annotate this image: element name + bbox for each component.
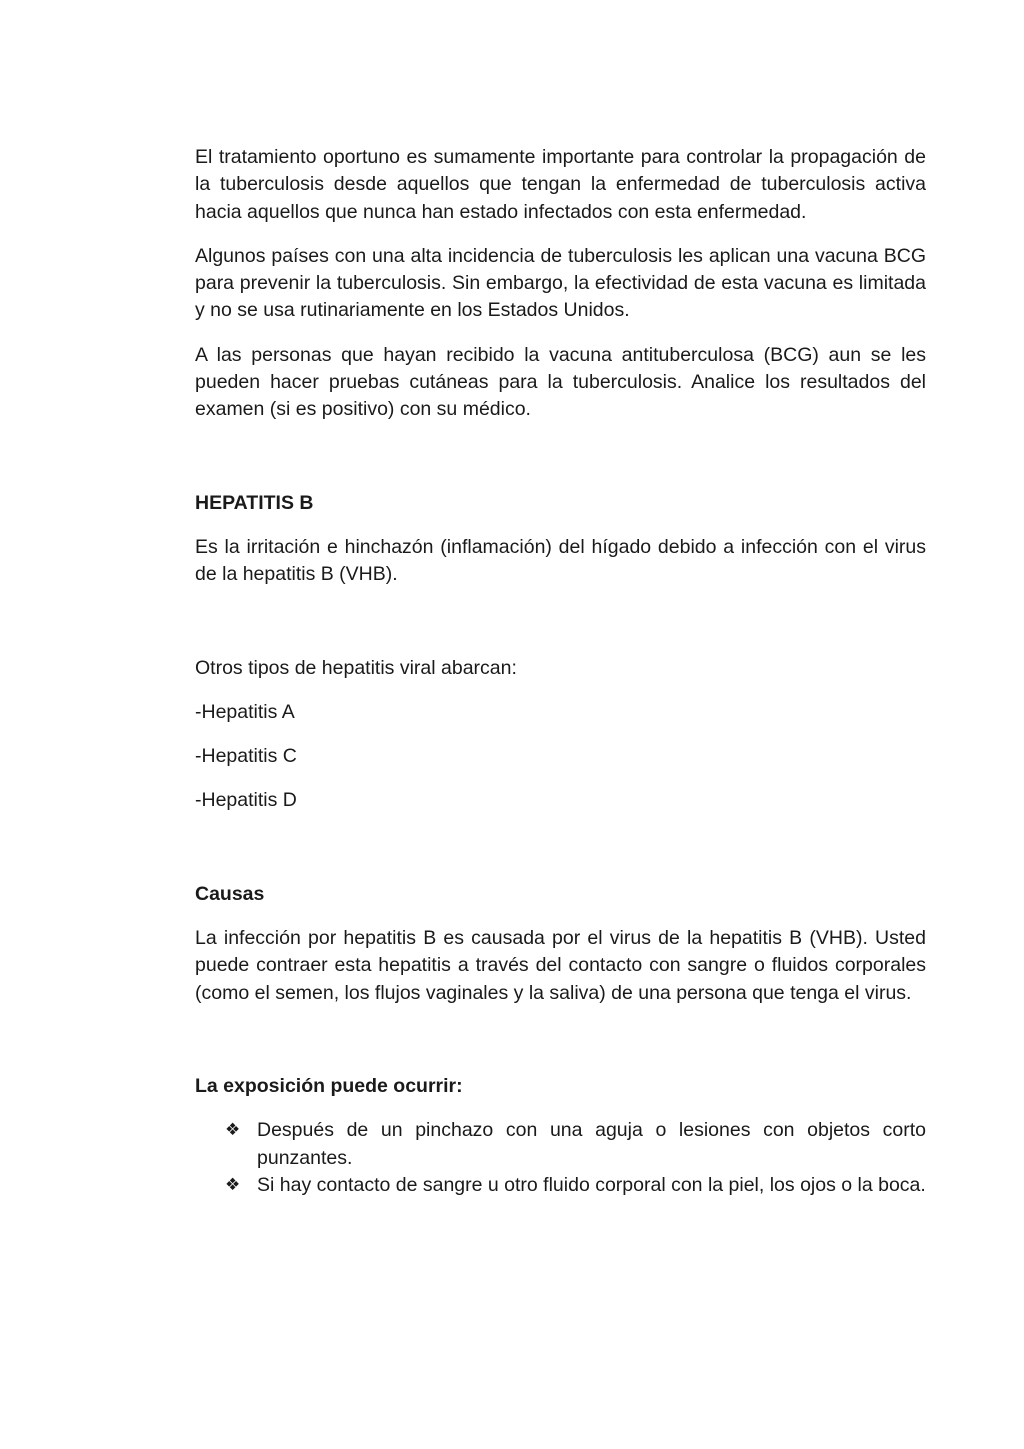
heading-exposicion: La exposición puede ocurrir:: [195, 1074, 463, 1097]
list-item-text: Después de un pinchazo con una aguja o lesiones con objetos corto punzantes.: [257, 1119, 926, 1169]
paragraph-otros-tipos: Otros tipos de hepatitis viral abarcan:: [195, 656, 517, 679]
document-page: [195, 144, 926, 1199]
heading-causas: Causas: [195, 882, 265, 905]
heading-hepatitis-b: HEPATITIS B: [195, 491, 314, 514]
list-item-hepatitis-c: -Hepatitis C: [195, 745, 297, 768]
list-item-text: Si hay contacto de sangre u otro fluido corporal con la piel, los ojos o la boca.: [257, 1173, 926, 1196]
diamond-star-icon: ❖: [225, 1174, 241, 1195]
exposure-list: [195, 1117, 926, 1199]
list-item-hepatitis-d: -Hepatitis D: [195, 789, 297, 812]
diamond-star-icon: ❖: [225, 1120, 241, 1141]
paragraph-hepatitis-definition: Es la irritación e hinchazón (inflamación) del hígado debido a infección con el virus de la hepatitis B (VHB).: [195, 535, 926, 586]
list-item: [225, 1172, 926, 1199]
list-item: [225, 1117, 926, 1172]
paragraph-tratamiento: El tratamiento oportuno es sumamente importante para controlar la propagación de la tuberculosis desde aquellos que tengan la enfermedad de tuberculosis activa hacia aquellos que nunca han estado infectados con esta enfermedad.: [195, 146, 926, 223]
paragraph-pruebas-cutaneas: A las personas que hayan recibido la vacuna antituberculosa (BCG) aun se les pueden hacer pruebas cutáneas para la tuberculosis. Analice los resultados del examen (si es positivo) con su médico.: [195, 343, 926, 421]
list-item-hepatitis-a: -Hepatitis A: [195, 700, 295, 723]
paragraph-causas: La infección por hepatitis B es causada por el virus de la hepatitis B (VHB). Usted puede contraer esta hepatitis a través del contacto con sangre o fluidos corporales (como el semen, los flujos vaginales y la saliva) de una persona que tenga el virus.: [195, 927, 926, 1004]
paragraph-vacuna-bcg: Algunos países con una alta incidencia de tuberculosis les aplican una vacuna BCG para prevenir la tuberculosis. Sin embargo, la efectividad de esta vacuna es limitada y no se usa rutinariamente en los Estados Unidos.: [195, 244, 926, 322]
